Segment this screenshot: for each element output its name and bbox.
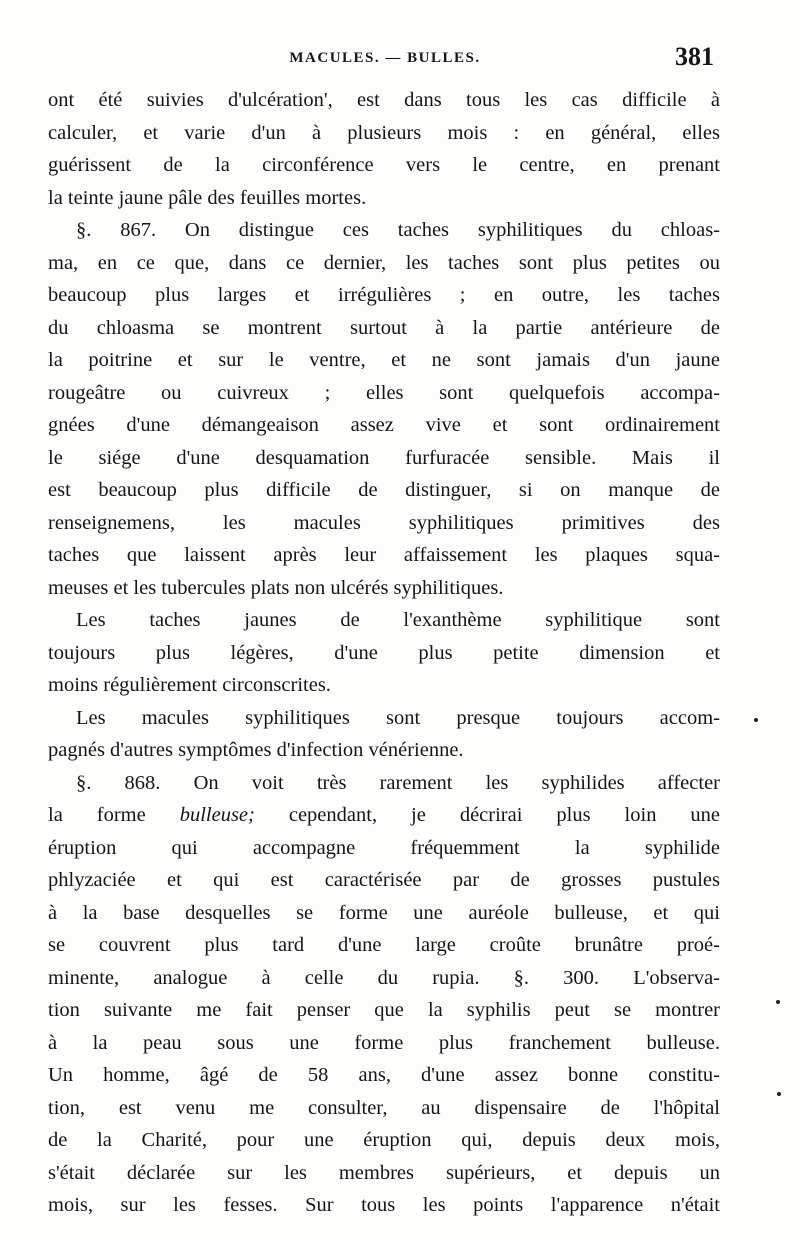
text-line: calculer, et varie d'un à plusieurs mois : en général, elles [48,121,720,144]
text-line: renseignemens, les macules syphilitiques primitives des [48,511,720,534]
text-line: gnées d'une démangeaison assez vive et sont ordinairement [48,414,720,436]
text-line: éruption qui accompagne fréquemment la syphilide [48,836,720,859]
text-line: la poitrine et sur le ventre, et ne sont jamais d'un jaune [48,349,720,371]
text-line: Un homme, âgé de 58 ans, d'une assez bonne constitu- [48,1064,720,1086]
text-line: tion, est venu me consulter, au dispensaire de l'hôpital [48,1096,720,1119]
text-line: mois, sur les fesses. Sur tous les points l'apparence n'était [48,1194,720,1216]
page-number: 381 [675,42,714,71]
text-line: guérissent de la circonférence vers le centre, en prenant [48,154,720,176]
page-header [50,40,720,80]
text-line: minente, analogue à celle du rupia. §. 300. L'observa- [48,966,720,989]
text-line: ma, en ce que, dans ce dernier, les taches sont plus petites ou [48,251,720,274]
text-line: à la base desquelles se forme une auréole bulleuse, et qui [48,901,720,924]
text-line: pagnés d'autres symptômes d'infection vénérienne. [48,739,464,761]
text-line: beaucoup plus larges et irrégulières ; en outre, les taches [48,284,720,306]
text-line: rougeâtre ou cuivreux ; elles sont quelquefois accompa- [48,381,720,404]
ink-speck [777,1092,781,1096]
text-line [48,799,720,832]
text-line: phlyzaciée et qui est caractérisée par de grosses pustules [48,869,720,891]
text-line: du chloasma se montrent surtout à la partie antérieure de [48,316,720,339]
text-line: le siége d'une desquamation furfuracée sensible. Mais il [48,446,720,469]
text-line: à la peau sous une forme plus franchement bulleuse. [48,1031,720,1054]
ink-speck [754,718,758,722]
ink-speck [776,1000,780,1004]
text-line: moins régulièrement circonscrites. [48,674,331,696]
text-fragment: cependant, je décrirai plus loin une [288,804,721,826]
text-line: ont été suivies d'ulcération', est dans tous les cas difficile à [48,89,720,111]
text-line: se couvrent plus tard d'une large croûte brunâtre proé- [48,934,720,956]
text-line: meuses et les tubercules plats non ulcérés syphilitiques. [48,576,504,599]
text-line: taches que laissent après leur affaissement les plaques squa- [48,544,720,566]
running-head: MACULES. — BULLES. [289,50,481,66]
text-line: §. 867. On distingue ces taches syphilitiques du chloas- [76,219,720,241]
text-line: tion suivante me fait penser que la syphilis peut se montrer [48,999,720,1021]
text-line: la teinte jaune pâle des feuilles mortes. [48,186,367,209]
text-line: §. 868. On voit très rarement les syphilides affecter [76,771,720,794]
text-line: Les macules syphilitiques sont presque toujours accom- [76,706,720,729]
italic-term: bulleuse; [179,804,255,826]
body-text [48,84,720,1222]
text-line: Les taches jaunes de l'exanthème syphilitique sont [76,609,720,631]
text-line: s'était déclarée sur les membres supérieurs, et depuis un [48,1161,720,1184]
text-line: toujours plus légères, d'une plus petite dimension et [48,641,720,664]
text-line: est beaucoup plus difficile de distinguer, si on manque de [48,479,720,501]
text-line: de la Charité, pour une éruption qui, depuis deux mois, [48,1129,720,1151]
text-fragment: la forme [48,804,146,826]
